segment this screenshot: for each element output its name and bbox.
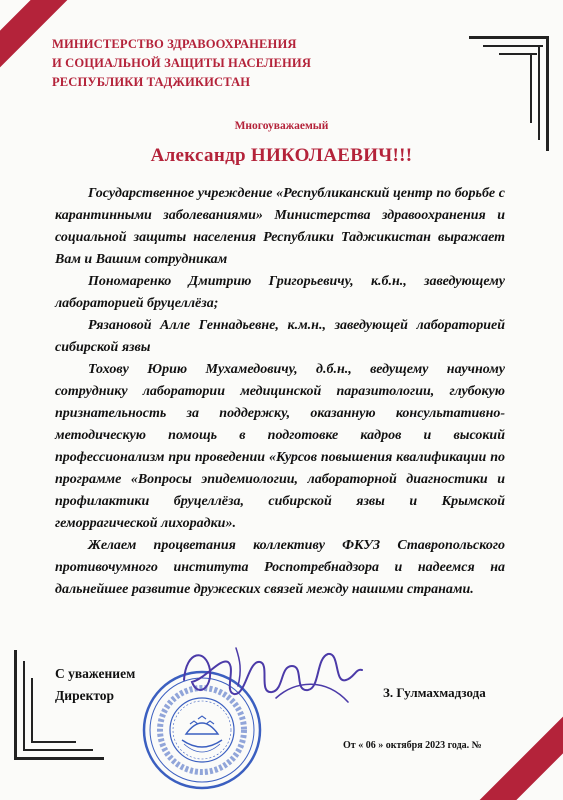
corner-ornament-top-right [469, 36, 549, 151]
letterhead-line: РЕСПУБЛИКИ ТАДЖИКИСТАН [52, 75, 251, 89]
corner-ribbon-bottom-right [478, 702, 563, 800]
letterhead-ministry [52, 35, 311, 92]
body-paragraph: Желаем процветания коллективу ФКУЗ Ставропольского противочумного института Роспотребнадзора и надеемся на дальнейшее развитие дружеских связей между нашими странами. [55, 538, 505, 597]
body-paragraph: Тохову Юрию Мухамедовичу, д.б.н., ведущему научному сотруднику лаборатории медицинской паразитологии, глубокую признательность за поддержку, оказанную консультативно-методическую помощь в подготовке кадров и высокий профессионализм при проведении «Курсов повышения квалификации по программе «Вопросы эпидемиологии, лабораторной диагностики и профилактики бруцеллёза, сибирской язвы и Крымской геморрагической лихорадки». [55, 362, 505, 531]
closing-position: Директор [55, 688, 115, 703]
body-paragraph: Государственное учреждение «Республиканский центр по борьбе с карантинными заболеваниями» Министерства здравоохранения и социальной защиты населения Республики Таджикистан выражает Вам и Вашим сотрудникам [55, 186, 505, 267]
salutation: Многоуважаемый [234, 120, 329, 132]
body-paragraph: Рязановой Алле Геннадьевне, к.м.н., заведующей лабораторией сибирской язвы [55, 318, 505, 355]
closing-block [55, 663, 135, 707]
letterhead-line: МИНИСТЕРСТВО ЗДРАВООХРАНЕНИЯ [52, 37, 297, 51]
letter-body [55, 183, 505, 601]
letterhead-line: И СОЦИАЛЬНОЙ ЗАЩИТЫ НАСЕЛЕНИЯ [52, 56, 312, 70]
signature-icon [176, 640, 366, 710]
date-line: От « 06 » октября 2023 года. № [343, 740, 482, 751]
addressee-name: Александр НИКОЛАЕВИЧ!!! [150, 145, 413, 166]
closing-regards: С уважением [55, 666, 136, 681]
body-paragraph: Пономаренко Дмитрию Григорьевичу, к.б.н., заведующему лабораторией бруцеллёза; [55, 274, 505, 311]
director-name: З. Гулмахмадзода [383, 685, 486, 700]
